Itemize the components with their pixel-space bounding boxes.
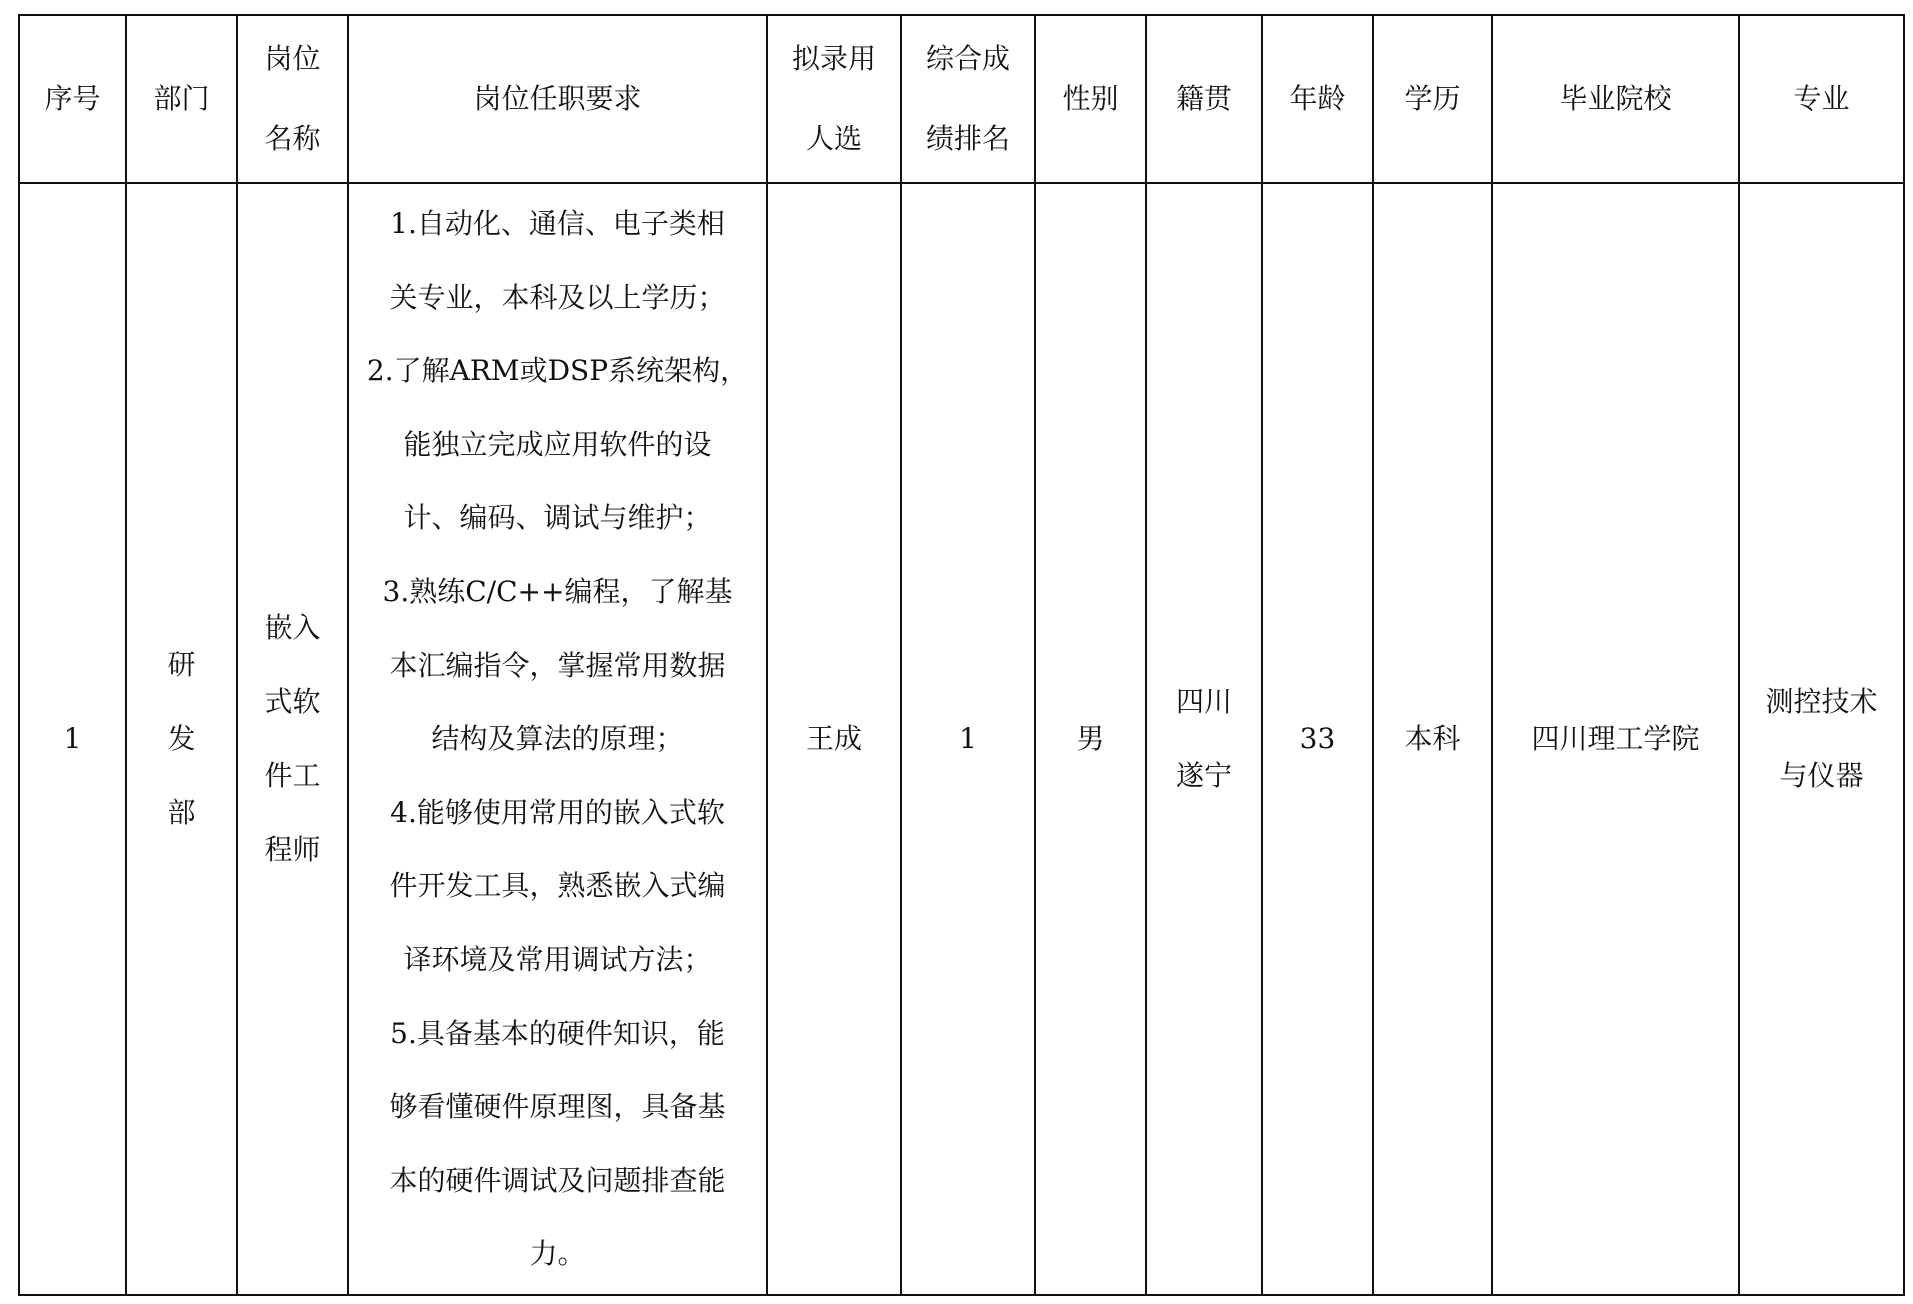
requirement-line: 够看懂硬件原理图，具备基 <box>389 1090 726 1124</box>
header-school: 毕业院校 <box>1492 15 1739 183</box>
requirement-line: 本汇编指令，掌握常用数据 <box>389 648 726 682</box>
requirement-line: 1.自动化、通信、电子类相 <box>390 207 725 241</box>
header-position-name: 岗位 名称 <box>237 15 348 183</box>
header-seq: 序号 <box>19 15 126 183</box>
requirement-line: 2.了解ARM或DSP系统架构， <box>366 354 749 388</box>
header-candidate: 拟录用 人选 <box>767 15 901 183</box>
cell-candidate: 王成 <box>767 183 901 1295</box>
cell-native-place: 四川 遂宁 <box>1146 183 1262 1295</box>
header-requirements: 岗位任职要求 <box>348 15 767 183</box>
requirement-line: 力。 <box>529 1237 586 1271</box>
header-row <box>19 15 1904 183</box>
requirement-line: 4.能够使用常用的嵌入式软 <box>390 795 725 829</box>
requirement-line: 计、编码、调试与维护； <box>403 501 712 535</box>
cell-requirements <box>348 183 767 1295</box>
header-native-place: 籍贯 <box>1146 15 1262 183</box>
requirement-line: 件开发工具，熟悉嵌入式编 <box>389 869 726 903</box>
header-gender: 性别 <box>1035 15 1146 183</box>
header-major: 专业 <box>1739 15 1904 183</box>
requirement-line: 结构及算法的原理； <box>431 722 684 756</box>
candidate-table <box>18 14 1905 1296</box>
requirement-line: 译环境及常用调试方法； <box>403 942 712 976</box>
cell-school: 四川理工学院 <box>1492 183 1739 1295</box>
cell-major: 测控技术 与仪器 <box>1739 183 1904 1295</box>
header-dept: 部门 <box>126 15 237 183</box>
table-row <box>19 183 1904 1295</box>
requirement-line: 5.具备基本的硬件知识，能 <box>390 1016 725 1050</box>
header-education: 学历 <box>1373 15 1492 183</box>
cell-education: 本科 <box>1373 183 1492 1295</box>
cell-gender: 男 <box>1035 183 1146 1295</box>
cell-dept: 研 发 部 <box>126 183 237 1295</box>
requirement-line: 本的硬件调试及问题排查能 <box>389 1163 726 1197</box>
requirement-line: 能独立完成应用软件的设 <box>403 427 712 461</box>
requirement-line: 3.熟练C/C++编程，了解基 <box>382 575 733 609</box>
cell-rank: 1 <box>901 183 1035 1295</box>
cell-seq: 1 <box>19 183 126 1295</box>
cell-age: 33 <box>1262 183 1373 1295</box>
header-age: 年龄 <box>1262 15 1373 183</box>
requirement-line: 关专业，本科及以上学历； <box>389 280 726 314</box>
cell-position-name: 嵌入 式软 件工 程师 <box>237 183 348 1295</box>
header-rank: 综合成 绩排名 <box>901 15 1035 183</box>
